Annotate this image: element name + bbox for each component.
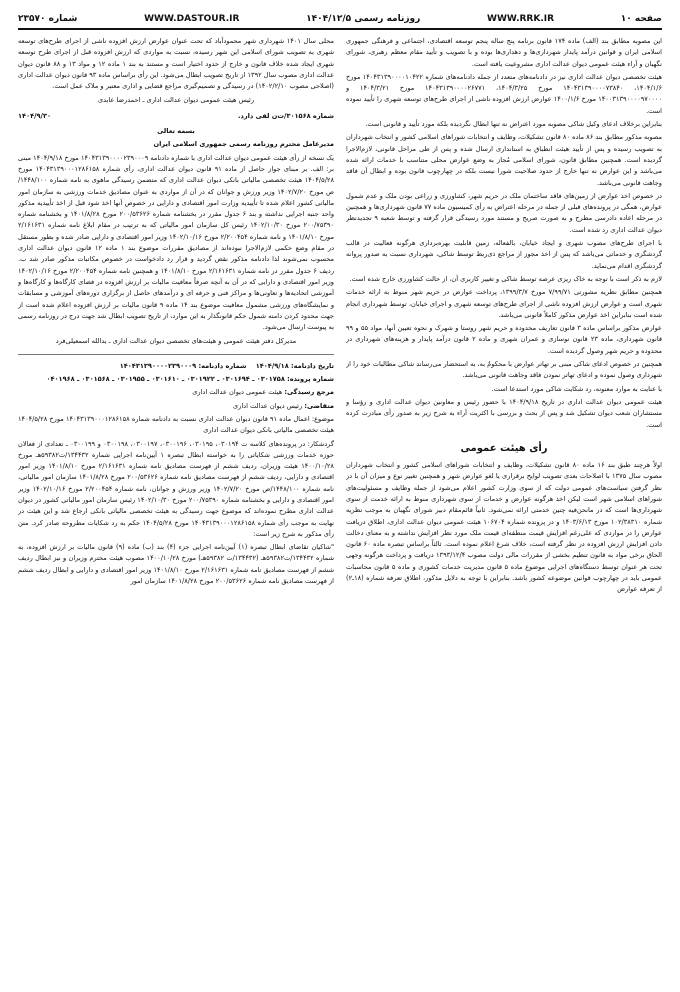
petitioner-value: رئیس دیوان عدالت اداری	[232, 401, 303, 410]
paragraph: همچنین در خصوص ادعای شاکی مبنی بر تهاتر عوارض با محکومٌ به، به استحضار می‌رساند شاکی مطالبات خود را از شهرداری وصول نموده و ادعای تهاتر نمودن فاقد وجاهت قانونی می‌باشد.	[346, 360, 662, 380]
issue-number: شماره ۲۳۵۷۰	[18, 14, 78, 24]
letter-body: یک نسخه از رأی هیئت عمومی دیوان عدالت اداری با شماره دادنامه ۱۴۰۴۳۱۳۹۰۰۰۰۲۳۹۰۰۰۹ مورخ ۱۴۰۴/۹/۱۸ مبنی بر: الف. بر مبنای جواز حاصل از ماده ۹۱ قانون دیوان عدالت اداری، رأی شماره ۱۴۰۴۳۱۳۹۰۰۰۱۲۸۶۱۵۸ مورخ ۱۴۰۴/۵/۲۸ هیئت تخصصی مالیاتی بانکی دیوان عدالت اداری که متضمن رسیدگی ماهوی به نامه شماره ۱۴۴۸/۱۰۰/ص مورخ ۱۴۰۲/۷/۲۰ وزیر ورزش و جوانان که در آن از مواردی به عنوان مصادیق خدمات ورزشی به سازمان امور مالیاتی کشور اعلام شده تا تأییدیه وزارت امور اقتصادی و دارایی در خصوص آنها اخذ شود قبل از اخذ تأییدیه مذکور واحد جنبه اجرایی نداشته و بند ۶ جدول مقرر در بخشنامه شماره ۲۰۰/۵۳۶۲۶ مورخ ۱۴۰۱/۸/۲۸ و بخشنامه شماره ۲۰۰/۷۵۳۹۰ مورخ ۱۴۰۲/۱۰/۳۰ رئیس کل سازمان امور مالیاتی که به ترتیب در مقام ابلاغ نامه شماره ۲/۱۶۱۶۳۱ مورخ ۱۴۰۱/۸/۱۰ و نامه شماره ۲/۲۰۰۴۵۴ مورخ ۱۴۰۲/۱۰/۱۶ وزیر امور اقتصادی و دارایی صادر شده و بطور مستقل در مقام وضع حکمی لازم‌الاجرا نبوده‌اند از مصادیق مقررات موضوع بند ۱ ماده ۱۲ قانون دیوان عدالت اداری محسوب نمی‌شوند لذا دادنامه مذکور نقض گردید و قرار رد دادخواست در خصوص مکاتبات مذکور صادر شد ب. ردیف ۶ جدول مقرر در نامه شماره ۲/۱۶۱۶۳۱ مورخ ۱۴۰۱/۸/۱۰ و همچنین نامه شماره ۲/۲۰۰۴۵۴ مورخ ۱۴۰۲/۱۰/۱۶ وزیر امور اقتصادی و دارایی که در آن به آنچه صرفاً معافیت مالیات بر ارزش افزوده در فضای کارگاه‌ها و کارگاه‌ها و آموزشی اتحادیه‌ها و تعاونی‌ها و مراکز فنی و حرفه ای و درآمدهای حاصل از برگزاری دوره‌های آموزشی و مسابقات و نمایشگاه‌های ورزشی مشمول معافیت موضوع بند ۱۴ ماده ۹ قانون مالیات بر ارزش افزوده اعلام شده است از جهت محدود کردن دامنه شمول حکم قانونگذار به این موارد، از تاریخ تصویب ابطال شد جهت درج در روزنامه رسمی به پیوست ارسال می‌شود.	[18, 153, 334, 332]
procedure-paragraph: گردشکار: در پرونده‌های کلاسه ت ۰۳۰۱۹۴، ۰۳۰۱۹۵، ۰۳۰۰۱۹۶، ۰۳۰۰۱۹۷، ۰۳۰۰۱۹۸ و ۰۳۰۰۱۹۹ ـ تعدادی از فعالان حوزه خدمات ورزشی شکایاتی را به خواسته ابطال تبصره ۱ آیین‌نامه اجرایی شماره ۱۳۴۴۳۲/ت۵۹۳۸۲هـ مورخ ۱۴۰۰/۱۰/۲۸ هیئت وزیران، ردیف ششم از فهرست مصادیق نامه شماره ۲/۱۶۱۶۳۱ مورخ ۱۴۰۱/۸/۱۰ وزیر امور اقتصادی و دارایی، ردیف ششم از فهرست مصادیق نامه شماره ۲۰۰/۵۳۶۲۶ مورخ ۱۴۰۱/۸/۲۸ سازمان امور مالیاتی، نامه شماره ۱۴۴۸/۱۰۰/ص مورخ ۱۴۰۲/۷/۲۰ وزیر ورزش و جوانان، نامه شماره ۲/۲۰۰۴۵۴ مورخ ۱۴۰۲/۱۰/۱۶ وزیر امور اقتصادی و دارایی و بخشنامه شماره ۲۰۰/۷۵۳۹۰ مورخ ۱۴۰۲/۱۰/۳۰ رئیس سازمان امور مالیاتی کشور در دیوان عدالت اداری مطرح نموده‌اند که موضوع جهت رسیدگی به هیئت تخصصی مالیاتی بانکی ارجاع شد و این هیئت در نهایت به موجب رأی شماره ۱۴۰۴۳۱۳۹۰۰۰۱۲۸۶۱۵۸ مورخ ۱۴۰۴/۵/۲۸ حکم به رد شکایات مطروحه صادر کرد. متن رأی مذکور به شرح زیر است:	[18, 439, 334, 538]
gazette-date: روزنامه رسمی ۱۴۰۴/۱۲/۵	[306, 14, 421, 24]
columns	[18, 36, 662, 986]
authority-line	[18, 387, 334, 398]
paragraph: هیئت عمومی دیوان عدالت اداری در تاریخ ۱۴۰۴/۹/۱۸ با حضور رئیس و معاونین دیوان عدالت اداری و رؤسا و مستشاران شعب دیوان تشکیل شد و پس از بحث و بررسی با اکثریت آراء به شرح زیر به صدور رأی مبادرت کرده است.	[346, 397, 662, 429]
letter-addressee: مدیرعامل محترم روزنامه رسمی جمهوری اسلامی ایران	[153, 140, 334, 149]
right-column	[346, 36, 662, 986]
dadnameh-date: تاریخ دادنامه: ۱۴۰۴/۹/۱۸	[255, 361, 334, 370]
paragraph: محلی سال ۱۴۰۱ شهرداری شهر محمودآباد که تحت عنوان عوارض ارزش افزوده ناشی از اجرای طرح‌های توسعه شهری به تصویب شورای اسلامی این شهر رسیده، نسبت به مواردی که ارزش افزوده قبل از اجرای طرح توسعه شهری ایجاد شده خلاف قانون و خارج از حدود اختیار است و مستند به بند ۱ ماده ۱۲ و مواد ۱۳ و ۸۸ قانون دیوان عدالت اداری مصوب سال ۱۳۹۲ از تاریخ تصویب ابطال می‌شود. این رأی براساس ماده ۹۳ قانون دیوان عدالت اداری (اصلاحی مصوب ۱۴۰۲/۲/۱۰) در رسیدگی و تصمیم‌گیری مراجع قضایی و اداری معتبر و ملاک عمل است.	[18, 37, 334, 91]
left-column	[18, 36, 334, 986]
quoted-ruling-paragraph: "شاکیان تقاضای ابطال تبصره (۱) آیین‌نامه اجرایی جزء (۴) بند (ب) ماده (۹) قانون مالیات بر ارزش افزوده، به شماره ۱۳۴۴۳۲/ت۵۹۳۸۲هـ (۱۳۴۴۳۲/ت ۵۹۳۸۲هـ) مورخ ۱۴۰۰/۱۰/۲۸ مصوب هیئت محترم وزیران و نیز ابطال ردیف ششم از فهرست مصادیق نامه شماره ۲/۱۶۱۶۳۱ مورخ ۱۴۰۱/۸/۱۰ وزیر امور اقتصادی و دارایی و ابطال ردیف ششم از فهرست مصادیق نامه شماره ۲۰۰/۵۳۶۲۶ مورخ ۱۴۰۱/۸/۲۸ سازمان امور	[18, 543, 334, 586]
paragraph: با اجرای طرح‌های مصوب شهری و ایجاد خیابان، بالفعاله، زمین قابلیت بهره‌برداری هرگونه فعالیت در قالب گردشگری و خدماتی می‌باشد که پس از اخذ مجوز از مراجع ذی‌ربط توسط شاکی، شهرداری نسبت به صدور پروانه گردشگری اقدام می‌نماید.	[346, 239, 662, 270]
site-link-right[interactable]: WWW.RRK.IR	[487, 14, 555, 24]
paragraph: در خصوص اخذ عوارض از زمین‌های فاقد ساختمان ملک در حریم شهر، کشاورزی و زراعی بودن ملک و عدم شمول عوارض، همگی در پرونده‌های قبلی از جمله در مرحله اعتراض به رأی کمیسیون ماده ۷۷ قانون شهرداری‌ها و همچنین در مرحله اعاده دادرسی مطرح و به صورت صریح و مستند مورد رسیدگی قرار گرفته و توسط شعبه ۹ تجدیدنظر دیوان عدالت اداری رد شده است.	[346, 191, 662, 234]
letter-reference	[18, 111, 334, 122]
site-link-left[interactable]: WWW.DASTOUR.IR	[144, 14, 240, 24]
subject-paragraph: موضوع: اعمال ماده ۹۱ قانون دیوان عدالت اداری نسبت به دادنامه شماره ۱۴۰۴۳۱۳۹۰۰۰۱۲۸۶۱۵۸ مورخ ۱۴۰۴/۵/۲۸ هیئت تخصصی مالیاتی بانکی دیوان عدالت اداری	[18, 414, 334, 435]
paragraph: همچنین مطابق نظریه مشورتی ۷/۹۹/۷۱ مورخ ۱۳۹۹/۳/۷، پرداخت عوارض در حریم شهر منوط به ارائه خدمات شهری است و عوارض ارزش افزوده ناشی از اجرای طرح‌های توسعه شهری و اجرای خیابان، توسط شهرداری انجام شده است بنابراین اخذ عوارض مذکور کاملاً قانونی می‌باشد.	[346, 288, 662, 319]
dadnameh-number: شماره دادنامه: ۱۴۰۴۳۱۳۹۰۰۰۰۲۳۹۰۰۰۹	[119, 361, 247, 370]
paragraph: لازم به ذکر است با توجه به خاک ریزی عرصه توسط شاکی و تغییر کاربری آن، از حالت کشاورزی خارج شده است.	[349, 274, 662, 283]
page-header	[18, 10, 662, 30]
authority-label: مرجع رسیدگی:	[284, 388, 334, 397]
signature: مدیرکل دفتر هیئت عمومی و هیئت‌های تخصصی دیوان عدالت اداری ـ یدالله اسمعیلی‌فرد	[55, 337, 297, 346]
letter-ref-number: شماره ۳۰۱۵۶۸/ت‌ن لفی دارد.	[237, 111, 334, 120]
paragraph: با عنایت به موارد معنونه، رد شکایت شاکی مورد استدعا است.	[491, 384, 662, 393]
paragraph: مصوبه مذکور مطابق بند ۸۶ ماده ۸۰ قانون تشکیلات، وظایف و انتخابات شوراهای اسلامی کشور و انتخاب شهرداران به تصویب رسیده و پس از تأیید هیئت انطباق به استانداری ارسال شده و پس از طی مراحل قانونی، لازم‌الاجرا گردیده است. همچنین مطابق قانون، شورای اسلامی مُجاز به وضع عوارض محلی متناسب با خدمات ارائه شده می‌باشد و این عوارض نه تنها خارج از حدود صلاحیت شورا نیست بلکه در چهارچوب قانون بوده و ابطال آن فاقد وجاهت قانونی می‌باشد.	[346, 133, 662, 187]
petitioner-label: متقاضی:	[304, 401, 334, 410]
ruling-paragraph: اولاً هرچند طبق بند ۱۶ ماده ۸۰ قانون تشکیلات، وظایف و انتخابات شوراهای اسلامی کشور و انتخاب شهرداران مصوب سال ۱۳۷۵ با اصلاحات بعدی تصویب لوایح برقراری یا لغو عوارض شهر و همچنین تغییر نوع و میزان آن با در نظر گرفتن سیاست‌های عمومی دولت که از سوی وزارت کشور اعلام می‌شود از جمله وظایف و مسئولیت‌های شوراهای اسلامی شهر است لیکن اخذ هرگونه عوارض و خدمات از سوی شهرداری منوط به ارائه خدمت از سوی شهرداری‌ها است که در مانحن‌فیه چنین خدمتی ارائه نمی‌شود. ثانیاً قائم‌مقام دبیر شورای نگهبان به موجب نظریه شماره ۱۰۲/۳۸۳۱۰ مورخ ۱۴۰۳/۶/۱۳ و در پرونده شماره ۱۰۶۷۰۴ هیئت عمومی دیوان عدالت اداری، اطلاق دریافت عوارض را در مواردی که علی‌رغم افزایش قیمت منطقه‌ای قیمت ملک مورد نظر افزایش نداشته و به معنای دخالت دادن افزایش ارزش افزوده در نظر گرفته است، خلاف شرع اعلام نموده است. ثالثاً براساس تبصره ماده ۶۰ قانون الحاق برخی مواد به قانون تنظیم بخشی از مقررات مالی دولت مصوب ۱۳۹۳/۱۲/۴ دریافت و پرداخت هرگونه وجهی تحت هر عنوان توسط دستگاه‌های اجرایی موضوع ماده ۵ قانون مدیریت خدمات کشوری و ماده ۵ قانون محاسبات عمومی باید در چهارچوب قوانین موضوعه کشور باشد. بنابراین با توجه به دلایل مذکور، اطلاق تعرفه شماره (۱۸ـ۲) از تعرفه عوارض	[346, 461, 662, 594]
petitioner-line	[18, 401, 334, 412]
page-number: صفحه ۱۰	[620, 14, 662, 24]
letter-date: ۱۴۰۴/۹/۳۰	[18, 111, 51, 120]
paragraph: بنابراین برخلاف ادعای وکیل شاکی مصوبه مورد اعتراض نه تنها ابطال نگردیده بلکه مورد تأیید و قانونی است.	[365, 120, 662, 129]
paragraph: عوارض مذکور براساس ماده ۳ قانون تعاریف محدوده و حریم شهر روستا و شهرک و نحوه تعیین آنها، مواد ۵۵ و ۹۹ قانون شهرداری، ماده ۲۳ قانون نوسازی و عمران شهری و ماده ۲ قانون درآمد پایدار و هزینه‌های شهرداری در محدوده و حریم شهر وصول گردیده است.	[346, 324, 662, 355]
basmala: بسمه تعالی	[157, 127, 195, 136]
case-numbers: شماره پرونده: ۰۳۰۱۷۵۸ ـ ۰۳۰۱۶۹۴ ـ ۰۳۰۱۹۲۲ ـ ۰۳۰۱۶۱۰ ـ ۰۳۰۱۹۵۵ ـ ۰۳۰۱۵۶۸ ـ ۰۴۰۱۹۶۸	[46, 375, 334, 384]
signature: رئیس هیئت عمومی دیوان عدالت اداری ـ احمدرضا عابدی	[97, 96, 255, 105]
divider	[18, 354, 334, 355]
paragraph: هیئت تخصصی دیوان عدالت اداری نیز در دادنامه‌های متعدد از جمله دادنامه‌های شماره ۱۴۰۴۳۱۳۹۰۰۰۰۱۰۴۲۲ مورخ ۱۴۰۴/۱/۶، ۱۴۰۴۳۱۳۹۰۰۰۰۷۳۸۴۰ مورخ ۱۴۰۴/۳/۲۵، ۱۴۰۴۳۱۳۹۰۰۰۰۲۶۷۷۱ مورخ ۱۴۰۴/۳/۲۱ و ۱۴۰۰۳۱۳۹۰۰۰۰۹۷۰۰۰۰ مورخ ۱۴۰۰/۱/۶ عوارض ارزش افزوده ناشی از اجرای طرح‌های توسعه شهری را تأیید نموده است.	[346, 72, 662, 115]
ruling-heading: رأی هیئت عمومی	[460, 442, 548, 454]
meta-date	[18, 361, 334, 372]
paragraph: این مصوبه مطابق بند (الف) ماده ۱۷۴ قانون برنامه پنج ساله پنجم توسعه اقتصادی، اجتماعی و فرهنگی جمهوری اسلامی ایران و قوانین درآمد پایدار شهرداری‌ها و دهداری‌ها بوده و با تصویب و تأیید مقام معظم رهبری، شورای نگهبان و آراء هیئت عمومی دیوان عدالت اداری مشروعیت یافته است.	[346, 37, 662, 68]
authority-value: هیئت عمومی دیوان عدالت اداری	[192, 388, 283, 397]
